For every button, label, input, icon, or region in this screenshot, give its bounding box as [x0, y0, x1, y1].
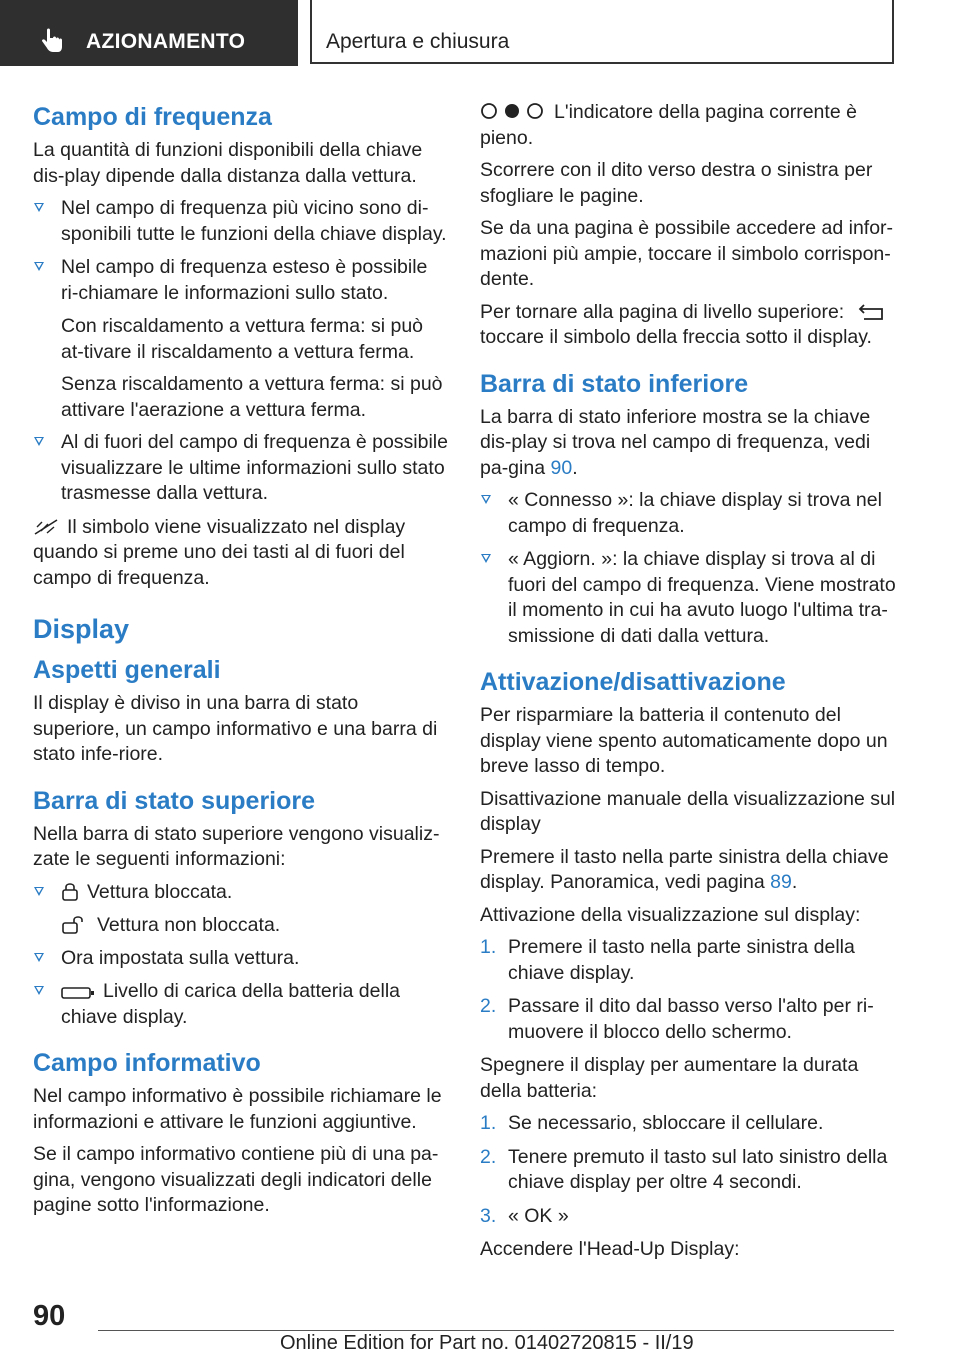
bullet-triangle-icon	[34, 437, 44, 446]
back-arrow-icon	[858, 303, 888, 321]
paragraph: Spegnere il display per aumentare la durata della batteria:	[480, 1054, 859, 1102]
hand-touch-icon	[40, 28, 64, 54]
back-paragraph	[480, 300, 898, 351]
chapter-tab	[310, 0, 894, 64]
paragraph: Accendere l'Head-Up Display:	[480, 1238, 740, 1260]
numbered-item	[480, 1145, 898, 1196]
list-item-text: Al di fuori del campo di frequenza è possibile visualizzare le ultime informazioni sullo stato trasmesse dalla vettura.	[61, 431, 448, 504]
step-text: « OK »	[508, 1204, 569, 1227]
step-number: 2.	[480, 1145, 497, 1168]
numbered-item	[480, 935, 898, 986]
heading-attivazione: Attivazione/disattivazione	[480, 668, 786, 696]
lock-open-icon	[61, 914, 89, 934]
no-signal-icon	[33, 518, 59, 536]
paragraph	[480, 845, 898, 896]
bullet-triangle-icon	[34, 262, 44, 271]
paragraph-text: .	[791, 871, 798, 893]
heading-display: Display	[33, 614, 130, 644]
paragraph-text: L'indicatore della pagina corrente è pieno.	[480, 101, 857, 149]
heading-campo-informativo: Campo informativo	[33, 1049, 261, 1077]
page-number: 90	[33, 1300, 66, 1332]
list-item-text: Nel campo di frequenza esteso è possibile ri-chiamare le informazioni sullo stato.	[61, 256, 428, 304]
list-item-text: « Connesso »: la chiave display si trova nel campo di frequenza.	[508, 489, 882, 537]
heading-aspetti-generali: Aspetti generali	[33, 656, 221, 684]
page-indicator-dots-icon	[480, 101, 546, 121]
section-label: AZIONAMENTO	[86, 30, 246, 53]
paragraph: Nella barra di stato superiore vengono visualiz-zate le seguenti informazioni:	[33, 822, 440, 870]
edition-note: Online Edition for Part no. 01402720815 - II/19	[280, 1332, 694, 1354]
battery-icon	[61, 986, 95, 1000]
bullet-triangle-icon	[34, 986, 44, 995]
step-number: 3.	[480, 1204, 497, 1227]
list-item	[480, 547, 898, 649]
bullet-triangle-icon	[481, 554, 491, 563]
paragraph-text: Per tornare alla pagina di livello superiore:	[480, 300, 845, 323]
list-item	[33, 255, 448, 306]
symbol-note-text: Il simbolo viene visualizzato nel display quando si preme uno dei tasti al di fuori del campo di frequenza.	[33, 515, 406, 589]
list-item-text: Livello di carica della batteria della chiave display.	[61, 980, 401, 1028]
chapter-title: Apertura e chiusura	[326, 30, 510, 53]
paragraph	[480, 405, 898, 482]
list-item	[33, 880, 448, 906]
paragraph-text: .	[572, 456, 578, 479]
paragraph: La quantità di funzioni disponibili della chiave dis-play dipende dalla distanza dalla vettura.	[33, 139, 423, 187]
list-item-text: Ora impostata sulla vettura.	[61, 946, 300, 969]
bullet-triangle-icon	[34, 953, 44, 962]
step-text: Passare il dito dal basso verso l'alto per ri-muovere il blocco dello schermo.	[508, 995, 874, 1043]
paragraph-text: toccare il simbolo della freccia sotto il display.	[480, 326, 872, 348]
paragraph: Con riscaldamento a vettura ferma: si può at-tivare il riscaldamento a vettura ferma.	[61, 315, 424, 363]
paragraph: Attivazione della visualizzazione sul display:	[480, 903, 861, 926]
paragraph: Se da una pagina è possibile accedere ad infor-mazioni più ampie, toccare il simbolo corrispon-dente.	[480, 217, 894, 290]
step-text: Premere il tasto nella parte sinistra della chiave display.	[508, 936, 855, 984]
list-item	[480, 488, 898, 539]
numbered-item	[480, 994, 898, 1045]
step-text: Tenere premuto il tasto sul lato sinistro della chiave display per oltre 4 secondi.	[508, 1145, 888, 1193]
list-item	[33, 946, 448, 972]
bullet-triangle-icon	[34, 203, 44, 212]
list-item-text: Nel campo di frequenza più vicino sono di-sponibili tutte le funzioni della chiave display.	[61, 197, 447, 245]
lock-closed-icon	[61, 881, 79, 901]
paragraph: Il display è diviso in una barra di stato superiore, un campo informativo e una barra di stato infe-riore.	[33, 692, 438, 765]
step-text: Se necessario, sbloccare il cellulare.	[508, 1112, 824, 1134]
bullet-triangle-icon	[481, 495, 491, 504]
paragraph-text: La barra di stato inferiore mostra se la chiave dis-play si trova nel campo di frequenza, vedi pa-gina	[480, 405, 871, 479]
heading-barra-inferiore: Barra di stato inferiore	[480, 369, 749, 398]
step-number: 2.	[480, 995, 497, 1017]
list-item-text: « Aggiorn. »: la chiave display si trova al di fuori del campo di frequenza. Viene mostrato il momento in cui ha avuto luogo l'ultima tra-smissione di dati dalla vettura.	[508, 548, 896, 647]
page-link[interactable]: 89	[770, 871, 792, 893]
list-subitem	[33, 913, 448, 939]
bullet-triangle-icon	[34, 887, 44, 896]
right-column	[480, 100, 898, 1270]
list-item-text: Vettura non bloccata.	[97, 914, 281, 936]
numbered-item	[480, 1111, 898, 1137]
paragraph: Se il campo informativo contiene più di una pa-gina, vengono visualizzati degli indicatori delle pagine sotto l'informazione.	[33, 1143, 439, 1216]
paragraph: Scorrere con il dito verso destra o sinistra per sfogliare le pagine.	[480, 159, 873, 207]
step-number: 1.	[480, 936, 497, 958]
paragraph: Nel campo informativo è possibile richiamare le informazioni e attivare le funzioni aggiuntive.	[33, 1085, 442, 1133]
page-header	[0, 0, 960, 66]
list-item	[33, 196, 448, 247]
list-item-text: Vettura bloccata.	[87, 880, 233, 903]
heading-campo-frequenza: Campo di frequenza	[33, 103, 272, 131]
heading-barra-superiore: Barra di stato superiore	[33, 786, 316, 815]
paragraph-text: Premere il tasto nella parte sinistra della chiave display. Panoramica, vedi pagina	[480, 845, 889, 893]
paragraph: Per risparmiare la batteria il contenuto del display viene spento automaticamente dopo un breve lasso di tempo.	[480, 704, 888, 777]
list-item	[33, 430, 448, 507]
paragraph: Disattivazione manuale della visualizzazione sul display	[480, 787, 896, 835]
numbered-item	[480, 1204, 898, 1230]
left-column	[33, 100, 448, 1226]
symbol-note	[33, 515, 448, 592]
section-tab	[0, 0, 298, 66]
step-number: 1.	[480, 1112, 497, 1134]
page-link[interactable]: 90	[550, 456, 573, 479]
paragraph: Senza riscaldamento a vettura ferma: si può attivare l'aerazione a vettura ferma.	[61, 373, 443, 421]
list-item	[33, 979, 448, 1030]
indicator-paragraph	[480, 100, 898, 151]
footer-divider	[98, 1330, 894, 1331]
